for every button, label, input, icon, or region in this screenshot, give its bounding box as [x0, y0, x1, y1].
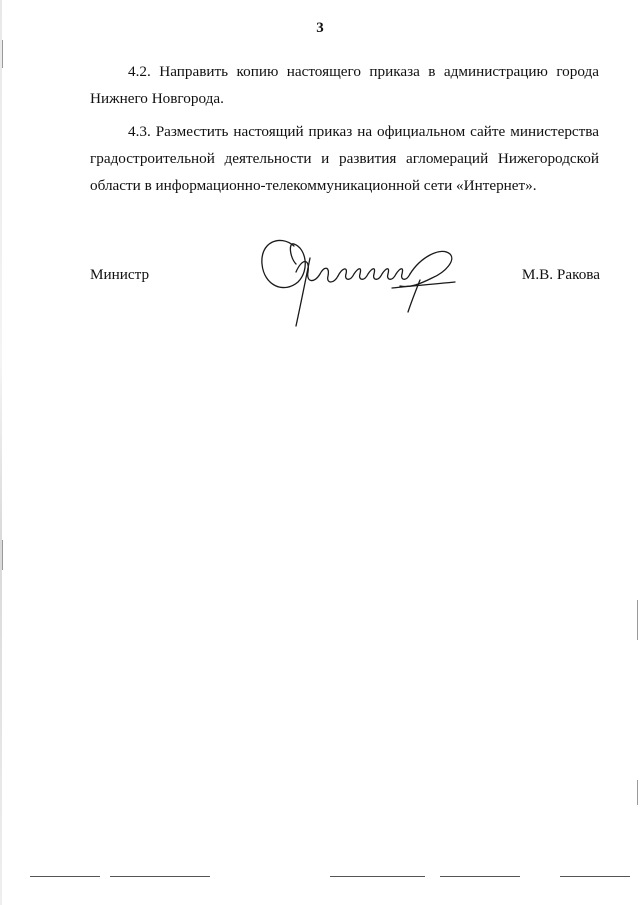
scan-bottom-rule [330, 876, 425, 877]
paragraph-4-3: 4.3. Разместить настоящий приказ на официальном сайте министерства градостроительной деятельности и развития агломераций Нижегородской области в информационно-телекоммуникационной сети «Интернет». [90, 123, 599, 194]
scan-mark [637, 780, 638, 805]
scan-bottom-rule [440, 876, 520, 877]
scan-mark [2, 540, 3, 570]
scan-bottom-rule [110, 876, 210, 877]
scan-mark [637, 600, 638, 640]
scan-bottom-rule [30, 876, 100, 877]
page-number: 3 [316, 20, 324, 36]
scan-left-edge [0, 0, 2, 905]
signatory-name: М.В. Ракова [521, 266, 600, 283]
handwritten-signature [250, 228, 465, 338]
paragraph-4-2: 4.2. Направить копию настоящего приказа в администрацию города Нижнего Новгорода. [90, 63, 599, 107]
scan-bottom-rule [560, 876, 630, 877]
signatory-title: Министр [90, 266, 150, 283]
scan-mark [2, 40, 3, 68]
